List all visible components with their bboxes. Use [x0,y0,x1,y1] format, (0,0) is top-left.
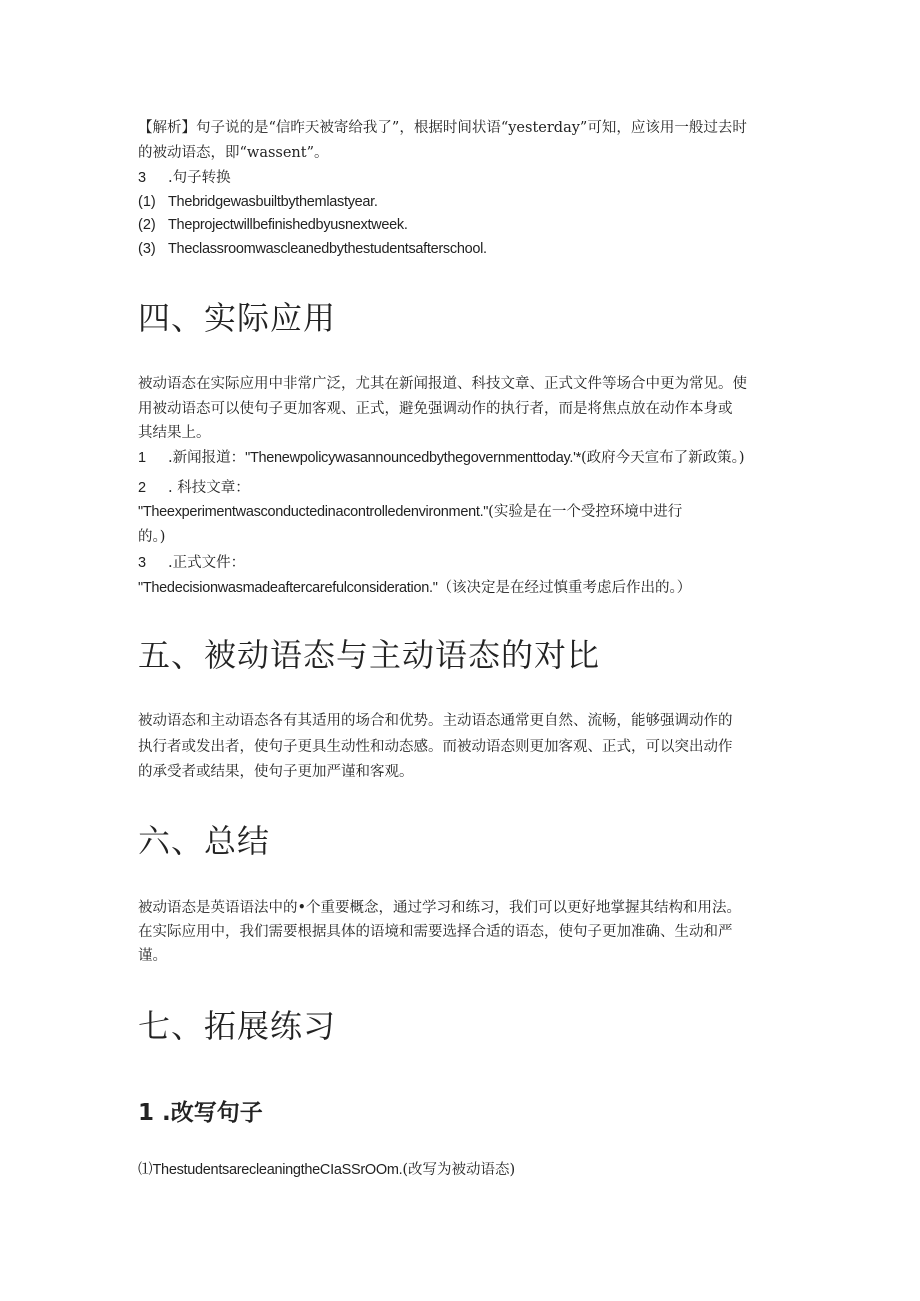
example-1-label: .新闻报道： [168,450,246,466]
exercise-number: ⑴ [138,1162,153,1178]
example-3-body [138,578,691,598]
example-2-label: . 科技文章： [168,480,250,496]
analysis-line-1: 【解析】句子说的是“信昨天被寄给我了”，根据时间状语“yesterday”可知，应该用一般过去时 [138,120,747,136]
section-5-heading: 五、被动语态与主动语态的对比 [138,636,601,674]
example-1-number: 1 [138,450,147,466]
example-1-translation: (政府今天宣布了新政策。) [580,450,745,466]
exercise-item [138,1160,515,1180]
exercise-note: (改写为被动语态) [402,1162,516,1178]
conversion-number: (3) [138,241,156,257]
section-5-para-line: 被动语态和主动语态各有其适用的场合和优势。主动语态通常更自然、流畅，能够强调动作的 [138,713,733,729]
example-1-text: "Thenewpolicywasannouncedbythegovernmenttoday.'* [245,450,581,466]
example-2-translation: (实验是在一个受控环境中进行 [488,504,683,520]
conversion-number: (2) [138,217,156,233]
section-5-para-line: 执行者或发出者，使句子更具生动性和动态感。而被动语态则更加客观、正式，可以突出动作 [138,739,733,755]
example-2-text: "Theexperimentwasconductedinacontrolledenvironment." [138,504,489,520]
conversion-item [138,192,378,212]
example-2-body [138,502,682,522]
example-3-number: 3 [138,555,147,571]
section-5-para-line: 的承受者或结果，使句子更加严谨和客观。 [138,764,414,780]
example-3-translation: （该决定是在经过慎重考虑后作出的。） [437,580,692,596]
conversion-text: Theclassroomwascleanedbythestudentsafterschool. [168,241,487,257]
section-6-para-line: 被动语态是英语语法中的•个重要概念，通过学习和练习，我们可以更好地掌握其结构和用法。 [138,900,742,916]
example-3-text: "Thedecisionwasmadeaftercarefulconsideration." [138,580,438,596]
conversion-item [138,239,487,259]
section-4-para-line: 被动语态在实际应用中非常广泛，尤其在新闻报道、科技文章、正式文件等场合中更为常见。使 [138,376,747,392]
conversion-item [138,215,408,235]
section-4-heading: 四、实际应用 [138,299,337,337]
section-4-para-line: 用被动语态可以使句子更加客观、正式，避免强调动作的执行者，而是将焦点放在动作本身或 [138,401,733,417]
section-6-heading: 六、总结 [138,822,271,860]
section-7-heading: 七、拓展练习 [138,1007,337,1045]
conversion-text: Theprojectwillbefinishedbyusnextweek. [168,217,408,233]
analysis-line-2: 的被动语态，即“wassent”。 [138,145,329,161]
example-2-number: 2 [138,480,147,496]
example-3-heading [138,553,245,573]
example-1 [138,448,745,468]
example-2-translation-cont: 的。) [138,529,166,545]
item-3-number: 3 [138,170,147,186]
rewrite-subheading: 1 .改写句子 [138,1100,263,1126]
item-3-label: .句子转换 [168,170,231,186]
item-3-heading [138,168,231,188]
section-6-para-line: 谨。 [138,948,167,964]
section-4-para-line: 其结果上。 [138,425,211,441]
example-3-label: .正式文件： [168,555,246,571]
example-2-heading [138,478,250,498]
section-6-para-line: 在实际应用中，我们需要根据具体的语境和需要选择合适的语态，使句子更加准确、生动和严 [138,924,733,940]
conversion-text: Thebridgewasbuiltbythemlastyear. [168,194,378,210]
exercise-text: ThestudentsarecleaningtheCIaSSrOOm. [152,1162,403,1178]
conversion-number: (1) [138,194,156,210]
